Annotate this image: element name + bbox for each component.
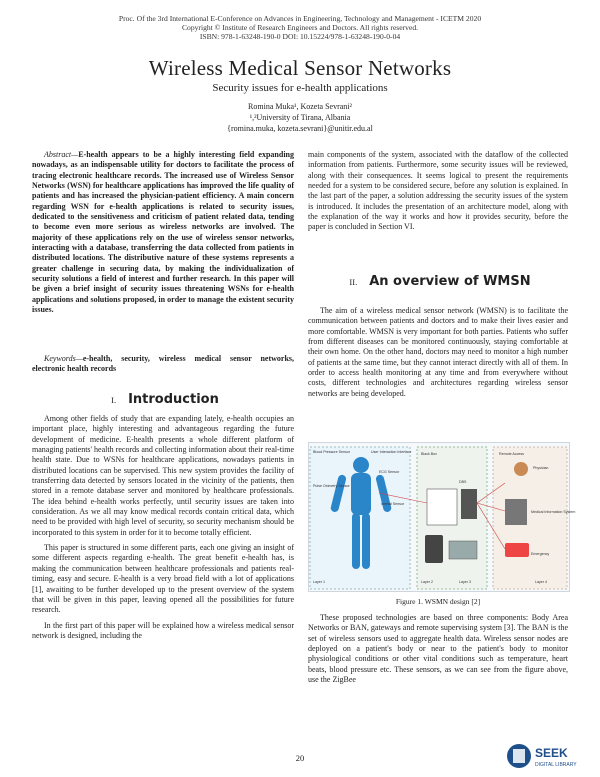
logo-name: SEEK [535,746,568,760]
label-layer-1: Layer 1 [313,580,325,584]
label-remote-access: Remote Access [499,452,524,456]
label-layer-4: Layer 4 [535,580,547,584]
label-black-box: Black Box [421,452,437,456]
keywords-text: e-health, security, wireless medical sensor networks, electronic health records [32,354,294,374]
figure-caption: Figure 1. WSMN design [2] [395,597,481,606]
paper-subtitle: Security issues for e-health applications [212,82,388,94]
logo-subtitle: DIGITAL LIBRARY [535,762,577,768]
author-emails[interactable]: {romina.muka, kozeta.sevrani}@unitir.edu.al [227,124,373,133]
copyright-line: Copyright © Institute of Research Engineers and Doctors. All rights reserved. [181,23,419,32]
label-ecg: ECG Sensor [379,470,400,474]
proceedings-line: Proc. Of the 3rd International E-Conference on Advances in Engineering, Technology and Management - ICETM 2020 [118,14,482,23]
section-1-paragraph-3: In the first part of this paper will be explained how a wireless medical sensor network is designed, including the [32,620,294,640]
label-medical-info: Medical Information System [531,510,576,514]
isbn-line: ISBN: 978-1-63248-190-0 DOI: 10.15224/978-1-63248-190-0-04 [199,32,401,41]
right-intro-paragraph: main components of the system, associated with the dataflow of the collected information from patients. Furthermore, some security issues will be reviewed, along with their consequences. It seems logical to present the requirements needed for a system to be considered secure, before any solution is explained. In the last part of the paper, a solution addressing the security issues of the system is introduced. It includes the presentation of an architecture model, along with the explanation of the way it works and how it provides security, before the paper is concluded in Section VI. [308,150,568,232]
section-2-paragraph-2: These proposed technologies are based on three components: Body Area Networks or BAN, gateways and remote supervising system [3]. The BAN is the set of wireless sensors used to aggregate health data. Wireless sensor nodes are deployed on a patient's body or near to the patient's body to monitor physiological conditions or other vital conditions such as temperature, heart beats, blood pressure etc. These sensors, as we can see from the figure above, use the ZigBee [308,613,568,685]
black-box-unit [427,489,457,525]
section-2-number: II. [349,277,358,287]
wmsn-figure [308,442,576,592]
section-1-paragraph-1: Among other fields of study that are expanding lately, e-health occupies an important place, highly interesting and advantageous regarding the future development of medicine. E-health presents a whole different platform of managing patients' health records and collecting information about their real-time health state. Due to WSNs for healthcare applications, nowadays patients in distributed locations can be supervised. This new system provides the facility of transferring data detected by sensors located in the vicinity of the patients, then stored in a remote database server and monitored by healthcare professionals. The idea behind e-health works perfectly, until security issues are taken into consideration. As we all may know medical records contain critical data, which need to be provided with high level of security, so security mechanism should be incorporated to this system in order for it to become totally efficient. [32,414,294,537]
section-2-heading [290,274,590,289]
label-dbs: DBS [459,480,467,484]
author-names: Romina Muka¹, Kozeta Sevrani² [248,102,352,111]
section-1-paragraph-2: This paper is structured in some different parts, each one giving an insight of some different aspects regarding e-health. The great benefit e-health has, is making the communication between healthcare professionals and patients real-timing, easy and secure. E-health is a very broad field with a lot of applications [1], awaiting to be further developed up to the present overview of the system that will be given in this paper, leaving opened all the possibilities for future research. [32,543,294,615]
seek-logo-icon [505,740,595,772]
section-2-continued [308,613,568,685]
page-number: 20 [295,753,305,763]
section-1-heading [0,392,330,407]
label-emergency: Emergency [531,552,550,556]
section-1-number: I. [111,395,117,405]
label-layer-2: Layer 2 [421,580,433,584]
seek-logo[interactable] [505,740,595,772]
abstract [32,150,294,316]
right-intro [308,150,568,233]
paper-title: Wireless Medical Sensor Networks [148,56,452,80]
author-affiliation: ¹,²University of Tirana, Albania [249,113,351,122]
section-2-body [308,306,568,399]
laptop-icon [449,541,477,559]
abstract-lead: Abstract— [44,150,79,159]
label-pulse: Pulse Oximetry Sensor [313,484,350,488]
label-inertial: Inertial Sensor [381,502,405,506]
label-layer-3: Layer 3 [459,580,471,584]
phone-icon [425,535,443,563]
section-1-body [32,414,294,641]
ambulance-icon [505,543,529,557]
label-user-interaction: User Interaction Interface [371,450,412,454]
server-icon [505,499,527,525]
section-2-title: An overview of WMSN [369,274,531,289]
wmsn-diagram [309,443,576,591]
physician-icon [514,462,528,476]
abstract-text: E-health appears to be a highly interesting field expanding nowadays, as an indispensable utility for doctors to facilitate the process of tracing electronic healthcare records. The increased use of Wireless Sensor Networks (WSN) for healthcare applications has improved the life quality of patients and has increased the physician-patient efficiency. A main concern regarding WSN for e-health applications is related to security issues, dedicated to the sensitiveness and criticism of patient related data, tending to become even more serious as wireless networks are involved. The majority of these applications rely on the use of wireless sensor networks, interacting with a database, transferring the data collected from patients in distributed locations. The distributive nature of these systems represents a greater challenge in securing data, by making the individualization of security solutions a field of interest and further research. In this paper will be given a brief insight of security issues threatening WSNs for e-health applications and solutions proposed, in order to manage the existent security issues. [32,150,294,315]
dbs-server-icon [461,489,477,519]
section-2-paragraph-1: The aim of a wireless medical sensor network (WMSN) is to facilitate the communication between patients and doctors and to make their lives easier and more comfortable. WMSN is very important for both parties. Patients who suffer from different diseases can be monitored continuously, staying comfortable at their own home. On the other hand, doctors may need to monitor a high number of patients at the same time, but they cannot interact directly with all of them. In order to access health monitoring at any time and from everywhere without costs, different technologies and architectures regarding wireless sensor networks are being developed. [308,306,568,398]
label-physician: Physician [533,466,549,470]
keywords [32,354,294,375]
keywords-lead: Keywords— [44,354,83,363]
section-1-title: Introduction [128,392,219,407]
label-blood-pressure: Blood Pressure Sensor [313,450,350,454]
